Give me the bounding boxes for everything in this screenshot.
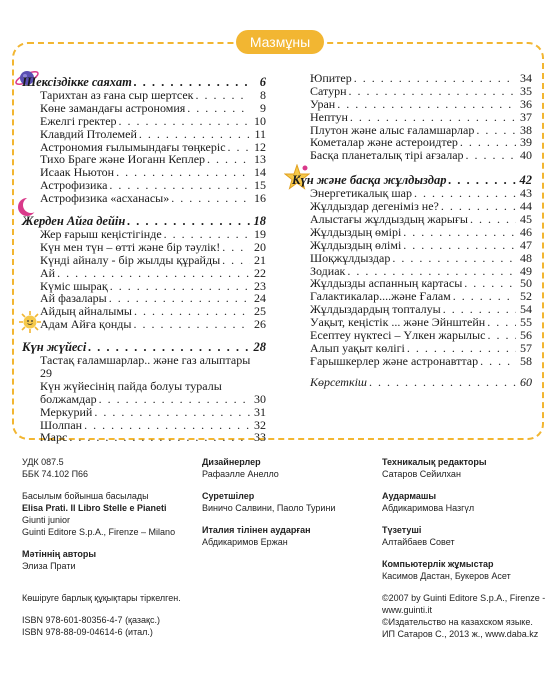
toc-entry-title: Уран — [310, 96, 336, 111]
toc-page-number: 50 — [520, 276, 532, 291]
toc-dot-leader — [476, 124, 516, 137]
toc-entry-title: Күн мен түн – өтті және бір тәулік! — [40, 239, 221, 254]
toc-page-number: 18 — [253, 214, 266, 229]
toc-page-number: 23 — [254, 278, 266, 293]
toc-page-number: 20 — [254, 239, 266, 254]
toc-entry-title: Басқа планеталық тірі ағзалар — [310, 148, 464, 163]
toc-page-number: 16 — [254, 191, 266, 206]
toc-entry[interactable] — [292, 213, 532, 226]
toc-entry[interactable] — [292, 149, 532, 162]
toc-entry[interactable] — [292, 98, 532, 111]
toc-page-number: 58 — [520, 353, 532, 368]
toc-page-number: 48 — [520, 250, 532, 265]
contents-title: Мазмұны — [236, 30, 324, 54]
toc-entry-title: Ай фазалары — [40, 291, 107, 306]
toc-entry-title: Уақыт, кеңістік ... және Эйнштейн — [310, 315, 486, 330]
toc-entry[interactable] — [22, 318, 266, 331]
imprint-text: ISBN 978-601-80356-4-7 (қазақс.) — [22, 615, 160, 625]
toc-page-number: 9 — [260, 100, 266, 115]
toc-dot-leader — [392, 252, 516, 265]
toc-entry[interactable] — [22, 89, 266, 102]
imprint-text: УДК 087.5 — [22, 457, 64, 467]
toc-entry-title: Тастақ ғаламшарлар.. және газ алыптары — [40, 353, 251, 368]
toc-dot-leader — [337, 98, 516, 111]
toc-section-heading[interactable] — [292, 172, 532, 187]
toc-entry-title: Шолпан — [40, 417, 83, 432]
toc-page-number: 39 — [520, 135, 532, 150]
imprint-text: ©Издательство на казахском языке. — [382, 617, 533, 627]
imprint-text: Рафаэлле Анелло — [202, 469, 279, 479]
toc-entry[interactable] — [292, 329, 532, 342]
toc-dot-leader — [207, 153, 250, 166]
imprint-spacer — [22, 538, 197, 548]
toc-entry-title: Жұлдыздардың топталуы — [310, 302, 441, 317]
toc-page-number: 38 — [520, 122, 532, 137]
imprint-spacer — [202, 514, 367, 524]
toc-entry-title: Зодиак — [310, 263, 346, 278]
toc-entry-title: Энергетикалық шар — [310, 186, 412, 201]
toc-entry[interactable] — [22, 367, 266, 380]
toc-page-number: 11 — [254, 126, 266, 141]
imprint-text: ISBN 978-88-09-04614-6 (итал.) — [22, 627, 153, 637]
toc-page-number: 45 — [520, 212, 532, 226]
toc-page-number: 43 — [520, 186, 532, 201]
toc-dot-leader — [349, 85, 516, 98]
imprint-text: Касимов Дастан, Букеров Асет — [382, 571, 511, 581]
toc-page-number: 30 — [254, 391, 266, 406]
toc-page-number: 14 — [254, 165, 266, 180]
toc-entry-title: Исаак Ньютон — [40, 165, 115, 180]
imprint-spacer — [382, 582, 552, 592]
imprint-text: Көшіруге барлық құқықтары тіркелген. — [22, 593, 181, 603]
toc-entry[interactable] — [292, 252, 532, 265]
toc-dot-leader — [466, 149, 516, 162]
toc-dot-leader — [69, 431, 250, 444]
imprint-spacer — [202, 480, 367, 490]
toc-entry-title: Плутон және алыс ғаламшарлар — [310, 122, 475, 137]
toc-entry-title: Марс — [40, 430, 68, 445]
imprint-spacer — [382, 548, 552, 558]
toc-page-number: 47 — [520, 237, 532, 252]
toc-page-number: 13 — [254, 152, 266, 167]
imprint-text: Басылым бойынша басылады — [22, 491, 149, 501]
toc-entry[interactable] — [22, 380, 266, 393]
imprint-text: Сатаров Сейилхан — [382, 469, 461, 479]
toc-entry-title: болжамдар — [40, 391, 97, 406]
toc-page-number: 44 — [520, 199, 532, 214]
toc-entry-title: Жұлдыздың өмірі — [310, 224, 402, 239]
imprint-spacer — [382, 514, 552, 524]
imprint-label: Мәтіннің авторы — [22, 549, 97, 559]
toc-page-number: 46 — [520, 224, 532, 239]
toc-page-number: 42 — [519, 173, 532, 188]
toc-entry-title: Жұлдыздың өлімі — [310, 237, 402, 252]
imprint-spacer — [22, 480, 197, 490]
toc-entry[interactable] — [292, 376, 532, 389]
toc-section-heading[interactable] — [22, 74, 266, 89]
toc-entry-title: Астрофизика «асханасы» — [40, 191, 170, 206]
toc-right-column — [292, 72, 532, 389]
imprint-text: ИП Сатаров С., 2013 ж., www.daba.kz — [382, 629, 539, 639]
imprint-text: Guinti Editore S.p.A., Firenze – Milano — [22, 527, 176, 537]
toc-dot-leader — [407, 342, 516, 355]
toc-dot-leader — [403, 226, 516, 239]
toc-entry-title: Жер ғарыш кеңістігінде — [40, 227, 162, 241]
toc-entry-title: Тарихтан аз ғана сыр шертсек — [40, 87, 194, 102]
toc-page-number: 15 — [254, 178, 266, 193]
imprint-text: Абдикаримова Назгүл — [382, 503, 475, 513]
toc-entry-title: 29 — [40, 366, 52, 381]
toc-entry-title: Көне замандағы астрономия — [40, 100, 186, 115]
toc-entry-title: Жерден Айға дейін — [22, 214, 126, 229]
toc-spacer — [22, 331, 266, 339]
toc-dot-leader — [470, 213, 516, 226]
toc-dot-leader — [171, 192, 250, 205]
toc-page-number: 26 — [254, 317, 266, 332]
toc-dot-leader — [94, 406, 250, 419]
imprint-label: Компьютерлік жұмыстар — [382, 559, 494, 569]
toc-entry-title: Тихо Браге және Иоганн Кеплер — [40, 152, 206, 167]
toc-entry-title: Күн және басқа жұлдыздар — [292, 173, 447, 188]
toc-dot-leader — [222, 241, 250, 254]
toc-entry[interactable] — [22, 115, 266, 128]
toc-entry[interactable] — [292, 239, 532, 252]
toc-dot-leader — [403, 239, 516, 252]
toc-page-number: 28 — [253, 340, 266, 355]
imprint-spacer — [22, 572, 197, 582]
toc-dot-leader — [487, 316, 516, 329]
toc-page-number: 25 — [254, 304, 266, 319]
imprint-spacer — [22, 582, 197, 592]
imprint-text: Элиза Прати — [22, 561, 76, 571]
toc-entry-title: Шоқжұлдыздар — [310, 250, 391, 265]
toc-dot-leader — [460, 136, 516, 149]
toc-page-number: 22 — [254, 265, 266, 280]
toc-entry[interactable] — [292, 111, 532, 124]
imprint-text: Giunti junior — [22, 515, 71, 525]
toc-dot-leader — [448, 174, 516, 187]
toc-entry[interactable] — [292, 226, 532, 239]
toc-entry-title: Айдың айналымы — [40, 304, 132, 319]
imprint-label: Италия тілінен аударған — [202, 525, 311, 535]
toc-page-number: 40 — [520, 148, 532, 163]
toc-entry[interactable] — [22, 192, 266, 205]
toc-dot-leader — [196, 89, 251, 102]
toc-page-number: 34 — [520, 70, 532, 85]
toc-entry-title: Нептун — [310, 109, 348, 124]
toc-dot-leader — [222, 254, 250, 267]
toc-dot-leader — [84, 419, 250, 432]
imprint-column-2 — [202, 456, 367, 548]
imprint-label: Дизайнерлер — [202, 457, 261, 467]
toc-entry-title: Ғарышкерлер және астронавттар — [310, 353, 479, 368]
toc-entry[interactable] — [292, 85, 532, 98]
toc-entry-title: Күн жүйесінің пайда болуы туралы — [40, 378, 222, 393]
toc-entry[interactable] — [22, 254, 266, 267]
toc-entry[interactable] — [292, 72, 532, 85]
toc-page-number: 32 — [254, 417, 266, 432]
toc-dot-leader — [133, 318, 250, 331]
toc-entry-title: Күн жүйесі — [22, 340, 87, 355]
toc-page-number: 56 — [520, 328, 532, 343]
toc-dot-leader — [134, 305, 250, 318]
toc-entry-title: Шексіздікке саяхат — [22, 75, 132, 90]
toc-entry-title: Ай — [40, 265, 56, 280]
toc-entry[interactable] — [22, 128, 266, 141]
toc-entry-title: Меркурий — [40, 404, 93, 419]
imprint-spacer — [382, 480, 552, 490]
toc-entry-title: Ежелгі гректер — [40, 113, 117, 128]
toc-entry[interactable] — [22, 241, 266, 254]
toc-entry[interactable] — [292, 342, 532, 355]
toc-dot-leader — [110, 280, 250, 293]
toc-page-number: 37 — [520, 109, 532, 124]
toc-spacer — [292, 162, 532, 172]
toc-entry-title: Жұлдыздар дегеніміз не? — [310, 199, 439, 214]
toc-page-number: 8 — [260, 87, 266, 102]
toc-page-number: 19 — [254, 227, 266, 241]
toc-page-number: 36 — [520, 96, 532, 111]
imprint-column-1 — [22, 456, 197, 638]
toc-page-number: 54 — [520, 302, 532, 317]
imprint-column-3 — [382, 456, 552, 640]
toc-entry[interactable] — [22, 267, 266, 280]
toc-dot-leader — [228, 141, 250, 154]
toc-entry-title: Күнді айналу - бір жылды құрайды — [40, 252, 221, 267]
imprint-label: Түзетуші — [382, 525, 422, 535]
toc-page-number: 6 — [259, 75, 266, 90]
toc-dot-leader — [369, 376, 516, 389]
toc-page-number: 33 — [254, 430, 266, 445]
toc-page-number: 52 — [520, 289, 532, 304]
toc-page-number: 21 — [254, 252, 266, 267]
toc-left-column — [22, 74, 266, 444]
toc-dot-leader — [99, 393, 250, 406]
toc-entry-title: Клавдий Птолемей — [40, 126, 137, 141]
imprint-label: Суретшілер — [202, 491, 255, 501]
toc-dot-leader — [164, 228, 250, 241]
imprint-text: www.guinti.it — [382, 605, 433, 615]
toc-entry-title: Юпитер — [310, 70, 352, 85]
imprint-text: ББК 74.102 П66 — [22, 469, 89, 479]
toc-entry[interactable] — [22, 406, 266, 419]
imprint-text: ©2007 by Guinti Editore S.p.A., Firenze - — [382, 593, 546, 603]
toc-dot-leader — [57, 267, 250, 280]
imprint-spacer — [22, 604, 197, 614]
toc-dot-leader — [453, 290, 516, 303]
toc-page-number: 12 — [254, 139, 266, 154]
toc-entry[interactable] — [22, 393, 266, 406]
toc-entry-title: Сатурн — [310, 83, 347, 98]
toc-entry-title: Кометалар және астероидтер — [310, 135, 458, 150]
toc-page-number: 55 — [520, 315, 532, 330]
toc-entry-title: Астрофизика — [40, 178, 108, 193]
toc-dot-leader — [187, 102, 250, 115]
toc-entry[interactable] — [292, 355, 532, 368]
toc-entry-title: Есептеу нүктесі – Үлкен жарылыс — [310, 328, 486, 343]
toc-dot-leader — [480, 355, 516, 368]
toc-entry-title: Көрсеткіш — [310, 374, 367, 389]
imprint-label: Elisa Prati. Il Libro Stelle e Pianeti — [22, 503, 167, 513]
imprint-text: Абдикаримов Ержан — [202, 537, 288, 547]
toc-dot-leader — [354, 72, 516, 85]
toc-entry[interactable] — [22, 354, 266, 367]
toc-dot-leader — [464, 277, 516, 290]
imprint-text: Алтайбаев Совет — [382, 537, 455, 547]
toc-section-heading[interactable] — [22, 339, 266, 354]
toc-page-number: 57 — [520, 340, 532, 355]
toc-page-number: 49 — [520, 263, 532, 278]
toc-dot-leader — [116, 166, 250, 179]
toc-entry[interactable] — [22, 102, 266, 115]
toc-page-number: 35 — [520, 83, 532, 98]
toc-spacer — [22, 205, 266, 213]
toc-entry-title: Алыстағы жұлдыздың жарығы — [310, 212, 468, 226]
toc-page-number: 24 — [254, 291, 266, 306]
toc-section-heading[interactable] — [22, 213, 266, 228]
toc-entry-title: Алып уақыт көлігі — [310, 340, 405, 355]
imprint-text: Виничо Салвини, Паоло Турини — [202, 503, 336, 513]
toc-page-number: 60 — [520, 374, 532, 389]
toc-page-number: 10 — [254, 113, 266, 128]
toc-entry-title: Күміс шырақ — [40, 278, 108, 293]
toc-entry-title: Астрономия ғылымындағы төңкеріс — [40, 139, 226, 154]
toc-entry[interactable] — [22, 228, 266, 241]
toc-page-number: 31 — [254, 404, 266, 419]
imprint-label: Аудармашы — [382, 491, 437, 501]
toc-dot-leader — [139, 128, 250, 141]
toc-dot-leader — [350, 111, 516, 124]
toc-dot-leader — [119, 115, 250, 128]
toc-entry-title: Жұлдызды аспанның картасы — [310, 276, 463, 291]
toc-entry-title: Галактикалар....және Ғалам — [310, 289, 451, 304]
toc-entry-title: Адам Айға қонды — [40, 317, 132, 332]
toc-entry[interactable] — [22, 431, 266, 444]
toc-dot-leader — [487, 329, 516, 342]
imprint-label: Техникалық редакторы — [382, 457, 487, 467]
